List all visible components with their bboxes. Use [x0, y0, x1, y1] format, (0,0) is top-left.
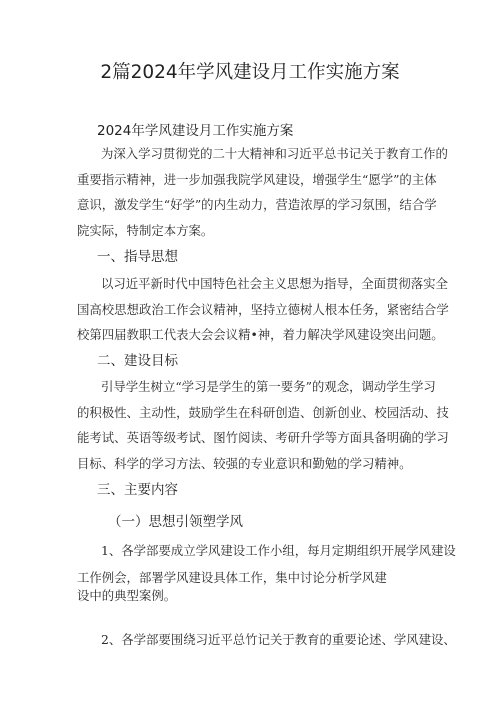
- paragraph-line: 的积极性、主动性，鼓励学生在科研创造、创新创业、校园活动、技: [77, 404, 449, 420]
- item-1-paragraph: [77, 538, 456, 605]
- paragraph-line: 目标、科学的学习方法、较强的专业意识和勤勉的学习精神。: [77, 455, 412, 471]
- document-subtitle: 2024年学风建设月工作实施方案: [97, 123, 294, 139]
- paragraph-line: 校第四届教职工代表大会会议精•神，着力解决学风建设突出问题。: [77, 327, 444, 342]
- paragraph-line: 工作例会，部署学风建设具体工作，集中讨论分析学风建: [77, 569, 387, 585]
- paragraph-line: 为深入学习贯彻党的二十大精神和习近平总书记关于教育工作的: [101, 146, 448, 161]
- paragraph-line: 重要指示精神，进一步加强我院学风建设，增强学生“愿学”的主体: [77, 171, 437, 187]
- intro-paragraph: [77, 141, 448, 243]
- subsection-heading: （一）思想引领塑学风: [108, 514, 243, 530]
- paragraph-line: 1、各学部要成立学风建设工作小组，每月定期组织开展学风建设: [101, 543, 456, 558]
- paragraph-line: 以习近平新时代中国特色社会主义思想为指导，全面贯彻落实全: [101, 276, 448, 291]
- paragraph-line: 2、各学部要围绕习近平总竹记关于教育的重要论述、学风建设、: [101, 632, 456, 647]
- document-title: 2篇2024年学风建设月工作实施方案: [100, 62, 400, 83]
- paragraph-line: 国高校思想政治工作会议精神，坚持立德树人根本任务，紧密结合学: [77, 301, 449, 317]
- paragraph-line: 设中的典型案例。: [77, 587, 177, 603]
- paragraph-line: 能考试、英语等级考试、图竹阅读、考研升学等方面具备明确的学习: [77, 430, 449, 445]
- paragraph-line: 院实际，特制定本方案。: [77, 222, 214, 238]
- section-heading-goals: 二、建设目标: [97, 353, 178, 369]
- section-heading-main-content: 三、主要内容: [97, 482, 178, 498]
- guiding-ideology-paragraph: [77, 271, 449, 348]
- section-heading-guiding-ideology: 一、指导思想: [97, 249, 178, 265]
- paragraph-line: 引导学生树立“学习是学生的第一要务”的观念，调动学生学习: [101, 379, 436, 394]
- paragraph-line: 意识，激发学生“好学”的内生动力，营造浓厚的学习氛围，结合学: [77, 197, 437, 212]
- item-2-paragraph: [77, 627, 456, 653]
- goals-paragraph: [77, 374, 449, 476]
